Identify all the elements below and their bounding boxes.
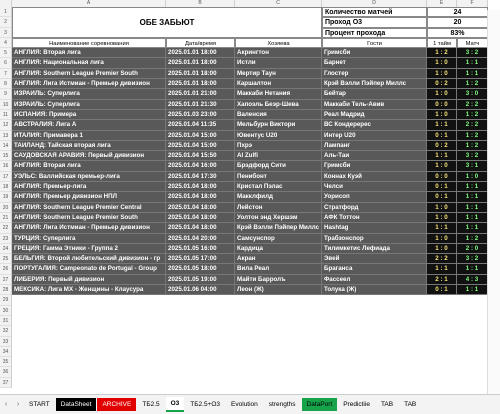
row-number[interactable]: 19 <box>0 192 11 202</box>
row-number[interactable]: 8 <box>0 79 11 89</box>
cell-match-score[interactable]: 3 : 1 <box>457 161 488 171</box>
cell-datetime[interactable]: 2025.01.04 15:00 <box>166 131 235 141</box>
row-number[interactable]: 16 <box>0 161 11 171</box>
tab-scroll-left-icon[interactable]: ‹ <box>4 401 8 408</box>
cell-competition[interactable]: ИЗРАИЛЬ: Суперлига <box>12 100 166 110</box>
column-header-c[interactable]: C <box>235 0 322 7</box>
cell-datetime[interactable]: 2025.01.04 18:00 <box>166 213 235 223</box>
cell-competition[interactable]: АНГЛИЯ: Вторая лига <box>12 161 166 171</box>
table-row <box>12 58 488 68</box>
cell-home[interactable]: Брэдфорд Сити <box>235 161 322 171</box>
cell-home[interactable]: Акран <box>235 254 322 264</box>
tab-tab-2[interactable]: TAB <box>404 401 417 408</box>
stat-label[interactable]: Процент прохода <box>322 28 427 38</box>
cell-away[interactable]: Тилимкетис Лефиада <box>322 244 427 254</box>
cell-first-half-score[interactable]: 1 : 0 <box>427 89 457 99</box>
cell-home[interactable]: Вила Реал <box>235 264 322 274</box>
cell-match-score[interactable]: 2 : 2 <box>457 120 488 130</box>
cell-datetime[interactable]: 2025.01.04 18:00 <box>166 203 235 213</box>
table-row <box>12 69 488 79</box>
cell-away[interactable]: ВС Кондеререс <box>322 120 427 130</box>
cell-home[interactable]: Макклфилд <box>235 192 322 202</box>
tab-strengths[interactable]: strengths <box>268 401 296 408</box>
cell-match-score[interactable]: 4 : 3 <box>457 275 488 285</box>
header-datetime[interactable]: Дата/время <box>166 38 235 48</box>
cell-match-score[interactable]: 1 : 1 <box>457 223 488 233</box>
cell-datetime[interactable]: 2025.01.04 11:35 <box>166 120 235 130</box>
cell-home[interactable]: Истли <box>235 58 322 68</box>
stat-value[interactable]: 20 <box>427 17 488 27</box>
column-header-d[interactable]: D <box>322 0 427 7</box>
row-numbers <box>0 7 12 388</box>
cell-first-half-score[interactable]: 1 : 0 <box>427 234 457 244</box>
row-number[interactable]: 27 <box>0 275 11 285</box>
table-row <box>12 172 488 182</box>
row-number[interactable]: 35 <box>0 357 11 367</box>
cell-first-half-score[interactable]: 1 : 0 <box>427 203 457 213</box>
table-row <box>12 203 488 213</box>
cell-first-half-score[interactable]: 1 : 0 <box>427 213 457 223</box>
cell-match-score[interactable]: 3 : 0 <box>457 89 488 99</box>
cell-home[interactable]: Хапоэль Беэр-Шева <box>235 100 322 110</box>
cell-competition[interactable]: ГРЕЦИЯ: Гамма Этники - Группа 2 <box>12 244 166 254</box>
cell-match-score[interactable]: 1 : 1 <box>457 58 488 68</box>
cell-away[interactable]: Гримсби <box>322 161 427 171</box>
table-row <box>12 110 488 120</box>
table-row <box>12 182 488 192</box>
cell-match-score[interactable]: 1 : 1 <box>457 285 488 295</box>
row-number[interactable]: 24 <box>0 244 11 254</box>
table-row <box>12 131 488 141</box>
table-row <box>12 141 488 151</box>
row-number[interactable]: 15 <box>0 151 11 161</box>
cell-first-half-score[interactable]: 0 : 1 <box>427 192 457 202</box>
cell-home[interactable]: Пенибонт <box>235 172 322 182</box>
row-number[interactable]: 20 <box>0 203 11 213</box>
table-row <box>12 264 488 274</box>
row-number[interactable]: 37 <box>0 378 11 388</box>
table-row <box>12 48 488 58</box>
cell-datetime[interactable]: 2025.01.01 21:00 <box>166 89 235 99</box>
cell-first-half-score[interactable]: 0 : 0 <box>427 172 457 182</box>
cell-home[interactable]: Мертир Таун <box>235 69 322 79</box>
cell-first-half-score[interactable]: 1 : 0 <box>427 244 457 254</box>
row-number[interactable]: 31 <box>0 316 11 326</box>
table-row <box>12 100 488 110</box>
tab-tb25-o3[interactable]: ТБ2.5+О3 <box>190 401 221 408</box>
row-number[interactable]: 30 <box>0 306 11 316</box>
cell-competition[interactable]: АНГЛИЯ: Премьер-лига <box>12 182 166 192</box>
row-number[interactable]: 18 <box>0 182 11 192</box>
cell-competition[interactable]: АНГЛИЯ: Лига Истмиан - Премьер дивизион <box>12 79 166 89</box>
cell-home[interactable]: Мельбурн Виктори <box>235 120 322 130</box>
cell-datetime[interactable]: 2025.01.01 21:30 <box>166 100 235 110</box>
cell-first-half-score[interactable]: 0 : 2 <box>427 141 457 151</box>
vertical-scrollbar[interactable] <box>487 10 500 394</box>
cell-home[interactable]: Леон (Ж) <box>235 285 322 295</box>
tab-predictiie[interactable]: Predictiie <box>343 401 370 408</box>
table-row <box>12 254 488 264</box>
cell-match-score[interactable]: 1 : 2 <box>457 110 488 120</box>
cell-competition[interactable]: АНГЛИЯ: Премьер дивизион НПЛ <box>12 192 166 202</box>
table-row <box>12 192 488 202</box>
row-number[interactable]: 28 <box>0 285 11 295</box>
stat-row <box>322 7 488 17</box>
row-number[interactable]: 4 <box>0 38 11 48</box>
stat-row <box>322 17 488 27</box>
cell-datetime[interactable]: 2025.01.04 15:00 <box>166 141 235 151</box>
cell-datetime[interactable]: 2025.01.04 15:50 <box>166 151 235 161</box>
row-number[interactable]: 5 <box>0 48 11 58</box>
header-away[interactable]: Гости <box>322 38 427 48</box>
cell-first-half-score[interactable]: 1 : 0 <box>427 69 457 79</box>
cell-first-half-score[interactable]: 1 : 1 <box>427 151 457 161</box>
tab-archive[interactable]: ARCHIVE <box>97 398 136 411</box>
row-number[interactable]: 22 <box>0 223 11 233</box>
cell-first-half-score[interactable]: 1 : 0 <box>427 110 457 120</box>
cell-competition[interactable]: АВСТРАЛИЯ: Лига А <box>12 120 166 130</box>
cell-datetime[interactable]: 2025.01.04 18:00 <box>166 192 235 202</box>
cell-away[interactable]: Стратфорд <box>322 203 427 213</box>
cell-away[interactable]: Hashtag <box>322 223 427 233</box>
cell-datetime[interactable]: 2025.01.01 18:00 <box>166 69 235 79</box>
cell-away[interactable]: Маккаби Тель-Авив <box>322 100 427 110</box>
cell-datetime[interactable]: 2025.01.05 19:00 <box>166 275 235 285</box>
cell-first-half-score[interactable]: 0 : 1 <box>427 182 457 192</box>
row-number[interactable]: 21 <box>0 213 11 223</box>
cell-home[interactable]: Пхрэ <box>235 141 322 151</box>
cell-first-half-score[interactable]: 0 : 1 <box>427 285 457 295</box>
table-row <box>12 79 488 89</box>
cell-first-half-score[interactable]: 1 : 2 <box>427 48 457 58</box>
cell-competition[interactable]: МЕКСИКА: Лига МХ - Женщины - Клаусура <box>12 285 166 295</box>
table-body <box>12 48 488 295</box>
cell-competition[interactable]: АНГЛИЯ: Лига Истмиан - Премьер дивизион <box>12 223 166 233</box>
cell-match-score[interactable]: 1 : 1 <box>457 264 488 274</box>
table-header-row <box>12 38 488 48</box>
cell-first-half-score[interactable]: 1 : 1 <box>427 120 457 130</box>
cell-datetime[interactable]: 2025.01.04 16:00 <box>166 161 235 171</box>
cell-competition[interactable]: ИЗРАИЛЬ: Суперлига <box>12 89 166 99</box>
column-header-b[interactable]: B <box>166 0 235 7</box>
cell-competition[interactable]: ПОРТУГАЛИЯ: Campeonato de Portugal - Group <box>12 264 166 274</box>
row-number[interactable]: 2 <box>0 17 11 27</box>
cell-competition[interactable]: АНГЛИЯ: Southern League Premier Central <box>12 203 166 213</box>
stat-value[interactable]: 24 <box>427 7 488 17</box>
cell-first-half-score[interactable]: 0 : 0 <box>427 100 457 110</box>
cell-first-half-score[interactable]: 0 : 2 <box>427 79 457 89</box>
cell-first-half-score[interactable]: 1 : 0 <box>427 161 457 171</box>
cell-competition[interactable]: БЕЛЬГИЯ: Второй любительский дивизион - гр <box>12 254 166 264</box>
tab-evolution[interactable]: Evolution <box>231 401 258 408</box>
cell-away[interactable]: Крэй Вэлли Пэйпер Миллс <box>322 79 427 89</box>
cell-competition[interactable]: АНГЛИЯ: Национальная лига <box>12 58 166 68</box>
cell-first-half-score[interactable]: 2 : 1 <box>427 275 457 285</box>
table-row <box>12 120 488 130</box>
tab-o3[interactable]: О3 <box>166 397 185 412</box>
cell-first-half-score[interactable]: 0 : 1 <box>427 131 457 141</box>
cell-home[interactable]: Кристал Пэлас <box>235 182 322 192</box>
cell-home[interactable]: Акрингтон <box>235 48 322 58</box>
cell-datetime[interactable]: 2025.01.04 18:00 <box>166 182 235 192</box>
cell-match-score[interactable]: 3 : 2 <box>457 254 488 264</box>
cell-first-half-score[interactable]: 1 : 1 <box>427 264 457 274</box>
row-number[interactable]: 11 <box>0 110 11 120</box>
cell-match-score[interactable]: 1 : 1 <box>457 182 488 192</box>
cell-away[interactable]: Эвей <box>322 254 427 264</box>
cell-away[interactable]: Гримсби <box>322 48 427 58</box>
cell-datetime[interactable]: 2025.01.05 18:00 <box>166 264 235 274</box>
table-row <box>12 244 488 254</box>
cell-home[interactable]: Ювентус U20 <box>235 131 322 141</box>
cell-competition[interactable]: ЛИБЕРИЯ: Первый дивизион <box>12 275 166 285</box>
cell-match-score[interactable]: 3 : 2 <box>457 151 488 161</box>
cell-competition[interactable]: ТУРЦИЯ: Суперлига <box>12 234 166 244</box>
cell-home[interactable]: Маккаби Нетания <box>235 89 322 99</box>
cell-match-score[interactable]: 1 : 1 <box>457 192 488 202</box>
header-home[interactable]: Хозяева <box>235 38 322 48</box>
row-number[interactable]: 32 <box>0 326 11 336</box>
row-number[interactable]: 12 <box>0 120 11 130</box>
row-number[interactable]: 13 <box>0 131 11 141</box>
row-number[interactable]: 29 <box>0 295 11 305</box>
row-number[interactable]: 25 <box>0 254 11 264</box>
header-match[interactable]: Матч <box>457 38 488 48</box>
cell-datetime[interactable]: 2025.01.05 16:00 <box>166 244 235 254</box>
cell-datetime[interactable]: 2025.01.05 17:00 <box>166 254 235 264</box>
cell-first-half-score[interactable]: 1 : 1 <box>427 223 457 233</box>
tab-dataport[interactable]: DataPort <box>302 398 338 411</box>
cell-away[interactable]: Трабзонспор <box>322 234 427 244</box>
cell-match-score[interactable]: 1 : 2 <box>457 79 488 89</box>
cell-datetime[interactable]: 2025.01.01 18:00 <box>166 79 235 89</box>
cell-away[interactable]: Браганса <box>322 264 427 274</box>
header-first-half[interactable]: 1 тайм <box>427 38 457 48</box>
tab-scroll-right-icon[interactable]: › <box>16 401 20 408</box>
stat-label[interactable]: Проход О3 <box>322 17 427 27</box>
cell-home[interactable]: Al Zulfi <box>235 151 322 161</box>
cell-datetime[interactable]: 2025.01.01 18:00 <box>166 58 235 68</box>
cell-away[interactable]: Глостер <box>322 69 427 79</box>
cell-away[interactable]: Лампанг <box>322 141 427 151</box>
cell-datetime[interactable]: 2025.01.06 04:00 <box>166 285 235 295</box>
cell-datetime[interactable]: 2025.01.04 17:30 <box>166 172 235 182</box>
row-number[interactable]: 34 <box>0 347 11 357</box>
table-row <box>12 275 488 285</box>
row-number[interactable]: 7 <box>0 69 11 79</box>
cell-home[interactable]: Крэй Вэлли Пэйпер Миллс <box>235 223 322 233</box>
stat-value[interactable]: 83% <box>427 28 488 38</box>
cell-first-half-score[interactable]: 1 : 0 <box>427 58 457 68</box>
row-number[interactable]: 26 <box>0 264 11 274</box>
cell-away[interactable]: Челси <box>322 182 427 192</box>
cell-match-score[interactable]: 1 : 2 <box>457 141 488 151</box>
tab-datasheet[interactable]: DataSheet <box>56 398 97 411</box>
table-row <box>12 151 488 161</box>
cell-match-score[interactable]: 1 : 0 <box>457 172 488 182</box>
cell-datetime[interactable]: 2025.01.04 20:00 <box>166 234 235 244</box>
table-row <box>12 213 488 223</box>
cell-datetime[interactable]: 2025.01.03 23:00 <box>166 110 235 120</box>
cell-datetime[interactable]: 2025.01.04 18:00 <box>166 223 235 233</box>
stat-label[interactable]: Количество матчей <box>322 7 427 17</box>
stat-row <box>322 28 488 38</box>
cell-home[interactable]: Самсунспор <box>235 234 322 244</box>
column-header-a[interactable]: A <box>12 0 166 7</box>
row-number[interactable]: 3 <box>0 28 11 38</box>
cell-competition[interactable]: ИТАЛИЯ: Примавера 1 <box>12 131 166 141</box>
table-row <box>12 234 488 244</box>
row-number[interactable]: 23 <box>0 234 11 244</box>
cell-home[interactable]: Кардица <box>235 244 322 254</box>
cell-home[interactable]: Каршалтон <box>235 79 322 89</box>
column-header-f[interactable]: F <box>457 0 488 7</box>
row-number[interactable]: 36 <box>0 367 11 377</box>
row-number[interactable]: 10 <box>0 100 11 110</box>
tab-start[interactable]: START <box>29 401 50 408</box>
cell-away[interactable]: Коннах Куэй <box>322 172 427 182</box>
cell-home[interactable]: Лейстон <box>235 203 322 213</box>
cell-competition[interactable]: АНГЛИЯ: Вторая лига <box>12 48 166 58</box>
sheet-title[interactable]: ОБЕ ЗАБЬЮТ <box>12 7 322 38</box>
cell-away[interactable]: АФК Тоттон <box>322 213 427 223</box>
cell-away[interactable]: Бейтар <box>322 89 427 99</box>
cell-competition[interactable]: САУДОВСКАЯ АРАВИЯ: Первый дивизион <box>12 151 166 161</box>
cell-match-score[interactable]: 2 : 2 <box>457 100 488 110</box>
row-number[interactable]: 17 <box>0 172 11 182</box>
cell-home[interactable]: Валенсия <box>235 110 322 120</box>
cell-match-score[interactable]: 1 : 1 <box>457 69 488 79</box>
cell-away[interactable]: Барнет <box>322 58 427 68</box>
cell-match-score[interactable]: 2 : 0 <box>457 244 488 254</box>
cell-competition[interactable]: АНГЛИЯ: Southern League Premier South <box>12 69 166 79</box>
cell-competition[interactable]: ТАИЛАНД: Тайская вторая лига <box>12 141 166 151</box>
row-number[interactable]: 14 <box>0 141 11 151</box>
cell-away[interactable]: Уорисоп <box>322 192 427 202</box>
cell-match-score[interactable]: 1 : 1 <box>457 213 488 223</box>
cell-home[interactable]: Майти Барролъ <box>235 275 322 285</box>
cell-away[interactable]: Интер U20 <box>322 131 427 141</box>
cell-match-score[interactable]: 3 : 2 <box>457 48 488 58</box>
table-row <box>12 161 488 171</box>
cell-competition[interactable]: УЭЛЬС: Валлийская премьер-лига <box>12 172 166 182</box>
row-number[interactable]: 1 <box>0 7 11 17</box>
cell-match-score[interactable]: 1 : 2 <box>457 234 488 244</box>
cell-datetime[interactable]: 2025.01.01 18:00 <box>166 48 235 58</box>
cell-first-half-score[interactable]: 2 : 2 <box>427 254 457 264</box>
table-row <box>12 89 488 99</box>
sheet-tabs-bar <box>0 394 500 414</box>
table-row <box>12 285 488 295</box>
row-number[interactable]: 33 <box>0 337 11 347</box>
cell-competition[interactable]: АНГЛИЯ: Southern League Premier South <box>12 213 166 223</box>
header-competition[interactable]: Наименование соревнования <box>12 38 166 48</box>
tab-tab[interactable]: TAB <box>380 401 394 408</box>
cell-match-score[interactable]: 1 : 2 <box>457 131 488 141</box>
data-grid <box>12 38 488 295</box>
column-header-e[interactable]: E <box>427 0 457 7</box>
stats-block <box>322 7 488 38</box>
cell-competition[interactable]: ИСПАНИЯ: Примера <box>12 110 166 120</box>
corner-cell[interactable] <box>0 0 12 7</box>
row-number[interactable]: 6 <box>0 58 11 68</box>
cell-home[interactable]: Уолтон энд Хершэм <box>235 213 322 223</box>
row-number[interactable]: 9 <box>0 89 11 99</box>
cell-away[interactable]: Толука (Ж) <box>322 285 427 295</box>
cell-match-score[interactable]: 1 : 1 <box>457 203 488 213</box>
cell-away[interactable]: Фассеел <box>322 275 427 285</box>
tab-tb25[interactable]: ТБ2.5 <box>142 401 160 408</box>
cell-away[interactable]: Аль-Таи <box>322 151 427 161</box>
cell-away[interactable]: Реал Мадрид <box>322 110 427 120</box>
table-row <box>12 223 488 233</box>
